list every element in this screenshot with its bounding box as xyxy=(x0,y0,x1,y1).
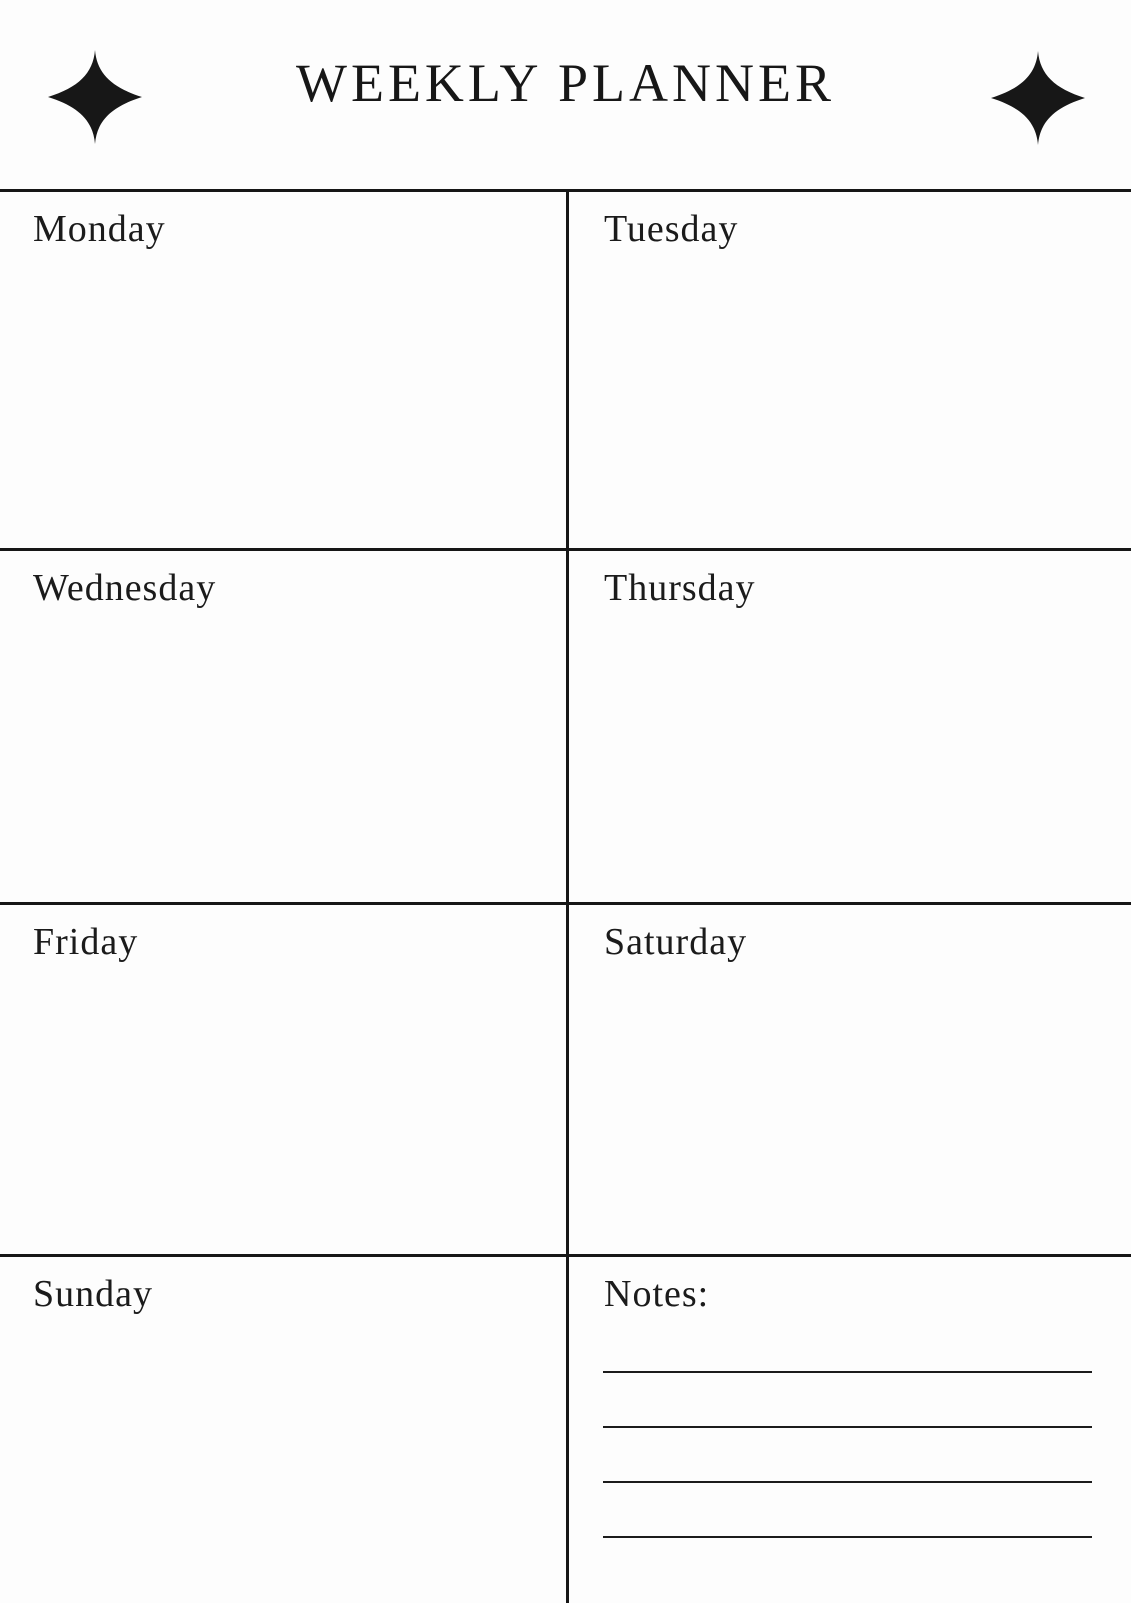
planner-header xyxy=(0,0,1131,189)
notes-ruled-line xyxy=(603,1536,1092,1538)
notes-ruled-line xyxy=(603,1426,1092,1428)
day-cell-wednesday xyxy=(0,548,566,902)
day-label: Monday xyxy=(33,208,166,250)
day-cell-monday xyxy=(0,192,566,548)
notes-cell xyxy=(566,1254,1131,1603)
day-cell-tuesday xyxy=(566,192,1131,548)
notes-ruled-line xyxy=(603,1481,1092,1483)
day-label: Wednesday xyxy=(33,567,217,609)
day-label: Saturday xyxy=(604,921,748,963)
notes-ruled-line xyxy=(603,1371,1092,1373)
planner-grid xyxy=(0,189,1131,1600)
day-cell-saturday xyxy=(566,902,1131,1254)
day-cell-friday xyxy=(0,902,566,1254)
page-title: WEEKLY PLANNER xyxy=(295,53,836,113)
day-cell-sunday xyxy=(0,1254,566,1603)
notes-label: Notes: xyxy=(604,1273,710,1315)
sparkle-icon xyxy=(991,50,1085,146)
day-label: Friday xyxy=(33,921,139,963)
day-label: Sunday xyxy=(33,1273,153,1315)
day-label: Thursday xyxy=(604,567,756,609)
day-cell-thursday xyxy=(566,548,1131,902)
day-label: Tuesday xyxy=(604,208,739,250)
